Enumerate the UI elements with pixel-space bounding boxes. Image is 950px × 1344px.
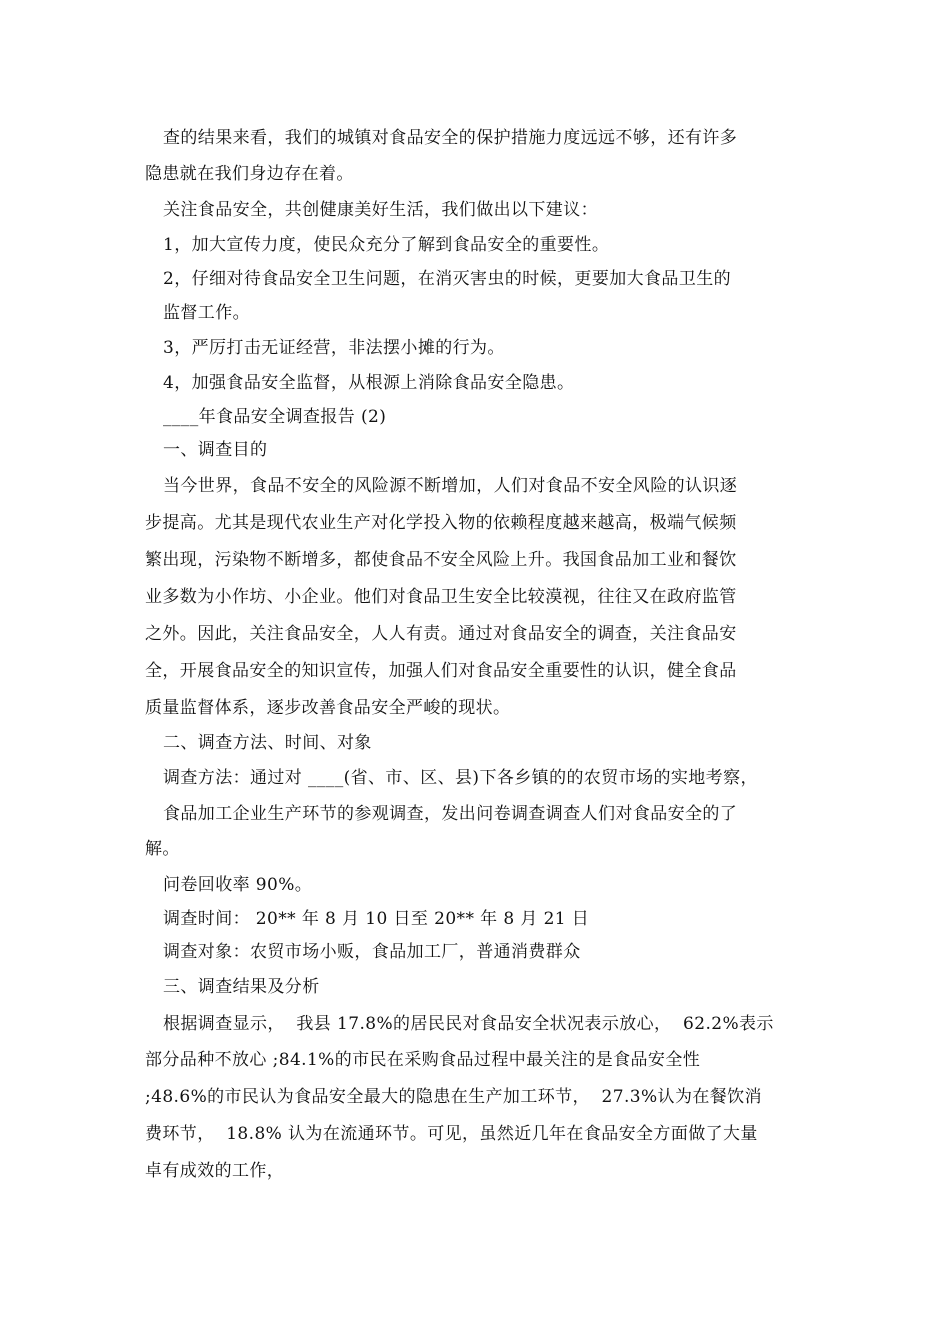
text-line: 监督工作。	[163, 303, 250, 323]
text-line: 之外。因此，关注食品安全，人人有责。通过对食品安全的调查，关注食品安	[145, 624, 737, 644]
text-line: 费环节， 18.8% 认为在流通环节。可见，虽然近几年在食品安全方面做了大量	[145, 1124, 758, 1144]
text-line: 卓有成效的工作，	[145, 1161, 285, 1181]
text-line: 关注食品安全，共创健康美好生活，我们做出以下建议：	[163, 200, 598, 220]
text-line: 质量监督体系，逐步改善食品安全严峻的现状。	[145, 698, 511, 718]
text-line: 当今世界，食品不安全的风险源不断增加，人们对食品不安全风险的认识逐	[163, 476, 738, 496]
text-line: 调查时间： 20** 年 8 月 10 日至 20** 年 8 月 21 日	[163, 909, 590, 929]
text-line: 全，开展食品安全的知识宣传，加强人们对食品安全重要性的认识，健全食品	[145, 661, 737, 681]
text-line: 业多数为小作坊、小企业。他们对食品卫生安全比较漠视，往往又在政府监管	[145, 587, 737, 607]
section-heading: 一、调查目的	[163, 440, 268, 460]
text-line: ;48.6%的市民认为食品安全最大的隐患在生产加工环节， 27.3%认为在餐饮消	[145, 1087, 762, 1107]
text-line: 根据调查显示， 我县 17.8%的居民民对食品安全状况表示放心， 62.2%表示	[163, 1014, 774, 1034]
text-line: 调查对象：农贸市场小贩，食品加工厂，普通消费群众	[163, 942, 581, 962]
text-line: 隐患就在我们身边存在着。	[145, 164, 354, 184]
text-line: 2，仔细对待食品安全卫生问题，在消灭害虫的时候，更要加大食品卫生的	[163, 269, 732, 289]
text-line: 食品加工企业生产环节的参观调查，发出问卷调查调查人们对食品安全的了	[163, 804, 738, 824]
text-line: 解。	[145, 839, 180, 859]
text-line: 4，加强食品安全监督，从根源上消除食品安全隐患。	[163, 373, 575, 393]
text-line: 查的结果来看，我们的城镇对食品安全的保护措施力度远远不够，还有许多	[163, 128, 738, 148]
section-heading: ____年食品安全调查报告 (2)	[163, 407, 387, 427]
text-line: 步提高。尤其是现代农业生产对化学投入物的依赖程度越来越高，极端气候频	[145, 513, 737, 533]
text-line: 1，加大宣传力度，使民众充分了解到食品安全的重要性。	[163, 235, 610, 255]
section-heading: 二、调查方法、时间、对象	[163, 733, 372, 753]
text-line: 3，严厉打击无证经营，非法摆小摊的行为。	[163, 338, 505, 358]
text-line: 调查方法：通过对 ____(省、市、区、县)下各乡镇的的农贸市场的实地考察，	[163, 768, 758, 788]
text-line: 部分品种不放心 ;84.1%的市民在采购食品过程中最关注的是食品安全性	[145, 1050, 701, 1070]
text-line: 问卷回收率 90%。	[163, 875, 313, 895]
text-line: 繁出现，污染物不断增多，都使食品不安全风险上升。我国食品加工业和餐饮	[145, 550, 737, 570]
section-heading: 三、调查结果及分析	[163, 977, 320, 997]
